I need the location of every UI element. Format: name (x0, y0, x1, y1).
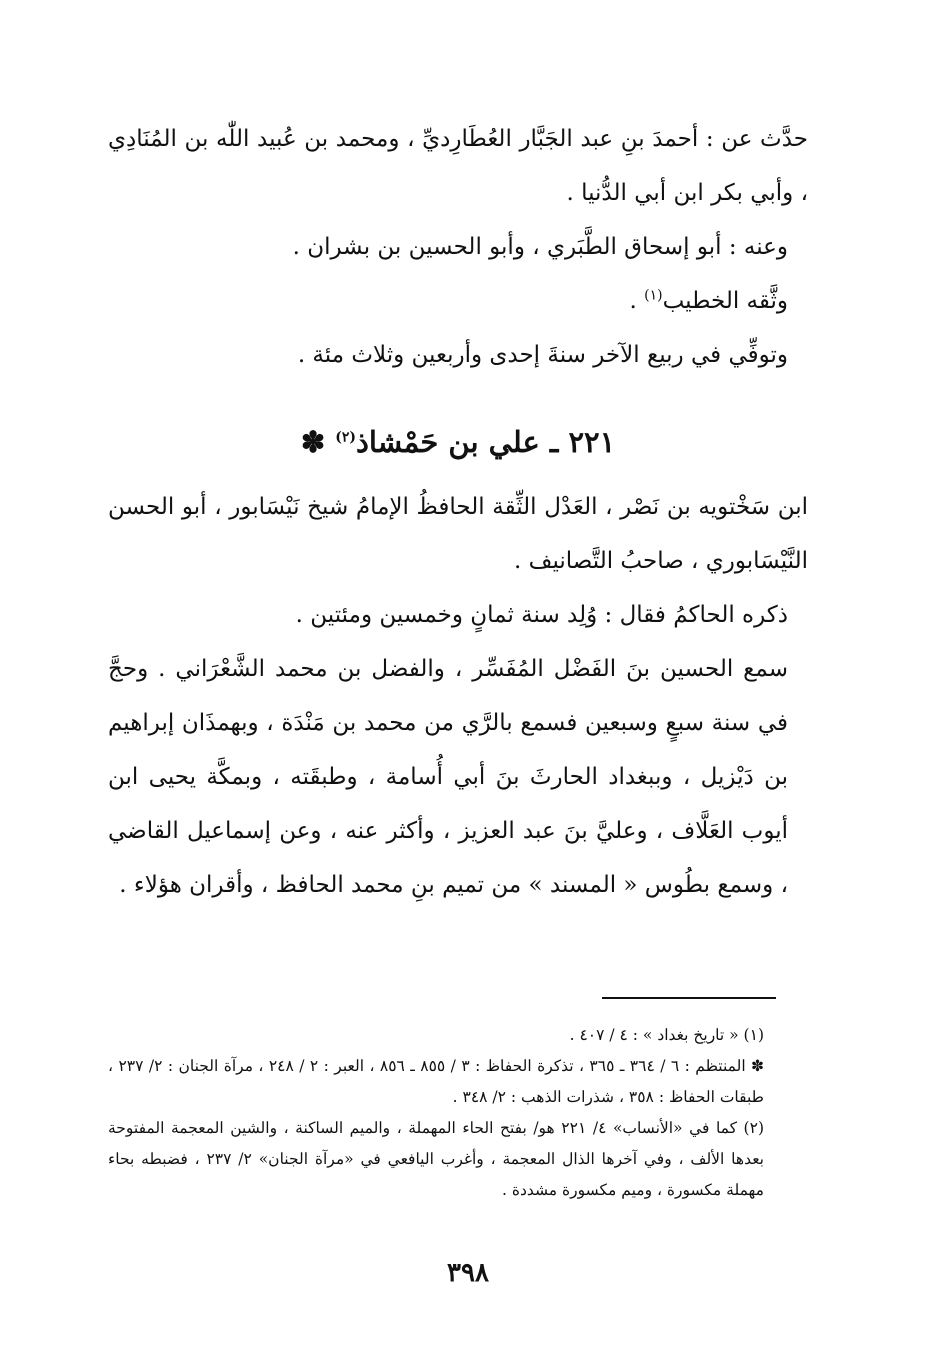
authentication-paragraph (108, 274, 788, 328)
authentication-end: . (629, 288, 645, 314)
footnote-ref-1: (١) (644, 287, 663, 304)
entry-title (108, 412, 808, 472)
entry-title-text: ٢٢١ ـ علي بن حَمْشاذ (356, 425, 616, 459)
narrated-from-paragraph: حدَّث عن : أحمدَ بنِ عبد الجَبَّار العُطَارِديِّ ، ومحمد بن عُبيد اللّٰه بن المُنَادِي ، وأبي بكر ابن أبي الدُّنيا . (108, 126, 808, 206)
birth-paragraph: ذكره الحاكمُ فقال : وُلِد سنة ثمانٍ وخمسين ومئتين . (295, 602, 788, 628)
footnote-ref-2: (٢) (335, 429, 357, 446)
page-number: ٣٩٨ (447, 1258, 489, 1288)
hearing-paragraph: سمع الحسين بنَ الفَضْل المُفَسِّر ، والفضل بن محمد الشَّعْرَاني . وحجَّ في سنة سبعٍ وسبعين فسمع بالرَّي من محمد بن مَنْدَة ، وبهمذَان إبراهيم بن دَيْزيل ، وببغداد الحارثَ بنَ أبي أُسامة ، وطبقَته ، وبمكَّة يحيى ابن أيوب العَلَّاف ، وعليَّ بنَ عبد العزيز ، وأكثر عنه ، وعن إسماعيل القاضي ، وسمع بطُوس « المسند » من تميم بنِ محمد الحافظ ، وأقران هؤلاء . (108, 656, 788, 898)
main-text-body (108, 112, 808, 912)
footnote-1: (١) « تاريخ بغداد » : ٤ / ٤٠٧ . (569, 1026, 764, 1044)
footnote-divider (602, 997, 776, 999)
entry-star: ✽ (300, 425, 336, 459)
authentication-text: وثَّقه الخطيب (662, 288, 788, 314)
footnote-star-sources: ✽ المنتظم : ٦ / ٣٦٤ ـ ٣٦٥ ، تذكرة الحفاظ : ٣ / ٨٥٥ ـ ٨٥٦ ، العبر : ٢ / ٢٤٨ ، مرآة الجنان : ٢/ ٢٣٧ ، طبقات الحفاظ : ٣٥٨ ، شذرات الذهب : ٢/ ٣٤٨ . (108, 1057, 765, 1106)
footnote-2: (٢) كما في «الأنساب» ٤/ ٢٢١ هو/ بفتح الحاء المهملة ، والميم الساكنة ، والشين المعجمة المفتوحة بعدها الألف ، وفي آخرها الذال المعجمة ، وأغرب اليافعي في «مرآة الجنان» ٢/ ٢٣٧ ، فضبطه بحاء مهملة مكسورة ، وميم مكسورة مشددة . (108, 1119, 764, 1199)
narrated-by-paragraph: وعنه : أبو إسحاق الطَّبَري ، وأبو الحسين بن بشران . (292, 234, 788, 260)
footnotes (108, 1020, 808, 1206)
death-paragraph: وتوفِّي في ربيع الآخر سنةَ إحدى وأربعين وثلاث مئة . (297, 342, 788, 368)
lineage-paragraph: ابن سَخْتويه بن نَصْر ، العَدْل الثِّقة الحافظُ الإمامُ شيخ نَيْسَابور ، أبو الحسن النَّيْسَابوري ، صاحبُ التَّصانيف . (108, 494, 808, 574)
